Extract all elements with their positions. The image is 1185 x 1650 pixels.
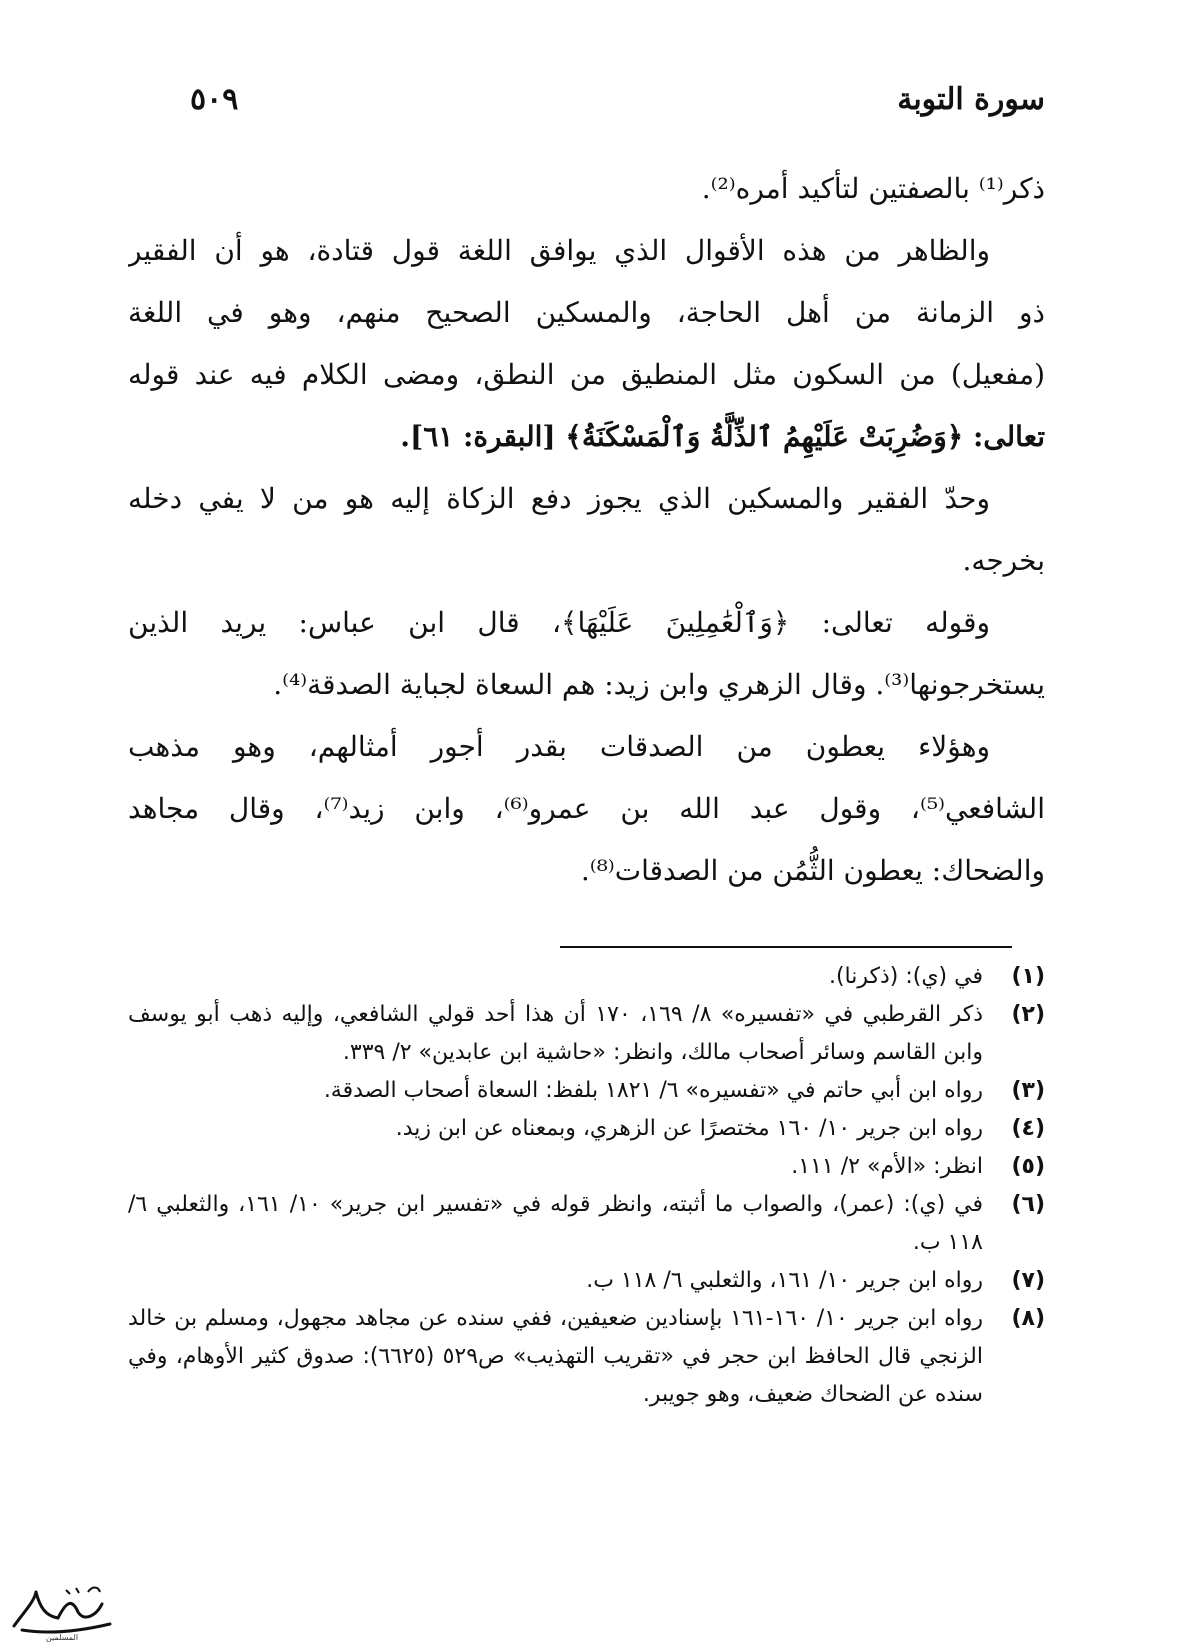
text-line: تعالى: ﴿وَضُرِبَتْ عَلَيْهِمُ ٱلذِّلَّةُ وَٱلْمَسْكَنَةُ﴾ [البقرة: ٦١]. — [400, 420, 1045, 453]
footnote-number: (٤) — [1011, 1116, 1045, 1141]
footnote-number: (٥) — [1011, 1154, 1045, 1179]
footnote — [128, 996, 1045, 1072]
text-line: ذكر⁽¹⁾ بالصفتين لتأكيد أمره⁽²⁾. — [701, 172, 1045, 205]
footnote-text: رواه ابن أبي حاتم في «تفسيره» ٦/ ١٨٢١ بلفظ: السعاة أصحاب الصدقة. — [323, 1078, 983, 1103]
footnote-text: رواه ابن جرير ١٠/ ١٦٠-١٦١ بإسنادين ضعيفين، ففي سنده عن مجاهد مجهول، ومسلم بن خالد الزنجي قال الحافظ ابن حجر في «تقريب التهذيب» ص٥٢٩ (٦٦٢٥): صدوق كثير الأوهام، وفي سنده عن الضحاك ضعيف، وهو جويبر. — [128, 1306, 983, 1407]
footnote — [128, 958, 1045, 996]
footnote-text: ذكر القرطبي في «تفسيره» ٨/ ١٦٩، ١٧٠ أن هذا أحد قولي الشافعي، وإليه ذهب أبو يوسف وابن القاسم وسائر أصحاب مالك، وانظر: «حاشية ابن عابدين» ٢/ ٣٣٩. — [128, 1002, 983, 1065]
footnote-text: في (ي): (ذكرنا). — [828, 964, 983, 989]
text-line: (مفعيل) من السكون مثل المنطيق من النطق، ومضى الكلام فيه عند قوله — [128, 358, 1045, 391]
footnotes — [128, 958, 1045, 1414]
text-line: يستخرجونها⁽³⁾. وقال الزهري وابن زيد: هم السعاة لجباية الصدقة⁽⁴⁾. — [273, 668, 1045, 701]
text-line: وقوله تعالى: ﴿وَٱلْعَٰمِلِينَ عَلَيْهَا﴾، قال ابن عباس: يريد الذين — [128, 606, 990, 639]
text-line: وهؤلاء يعطون من الصدقات بقدر أجور أمثالهم، وهو مذهب — [128, 730, 990, 763]
footnote — [128, 1262, 1045, 1300]
footnote-text: رواه ابن جرير ١٠/ ١٦٠ مختصرًا عن الزهري، وبمعناه عن ابن زيد. — [395, 1116, 983, 1141]
text-line: ذو الزمانة من أهل الحاجة، والمسكين الصحيح منهم، وهو في اللغة — [128, 296, 1045, 329]
page-header — [160, 82, 1045, 132]
footnote — [128, 1110, 1045, 1148]
footnote-text: في (ي): (عمر)، والصواب ما أثبته، وانظر قوله في «تفسير ابن جرير» ١٠/ ١٦١، والثعلبي ٦/ ١١٨ ب. — [128, 1192, 983, 1255]
text-line: والظاهر من هذه الأقوال الذي يوافق اللغة قول قتادة، هو أن الفقير — [128, 234, 990, 267]
page-number: ٥٠٩ — [190, 82, 239, 117]
footnote-number: (١) — [1011, 964, 1045, 989]
footnote-divider — [560, 946, 1012, 948]
footnote-text: رواه ابن جرير ١٠/ ١٦١، والثعلبي ٦/ ١١٨ ب. — [586, 1268, 983, 1293]
text-line: الشافعي⁽⁵⁾، وقول عبد الله بن عمرو⁽⁶⁾، وابن زيد⁽⁷⁾، وقال مجاهد — [128, 792, 1045, 825]
footnote-number: (٢) — [1011, 1002, 1045, 1027]
sura-title: سورة التوبة — [897, 82, 1045, 117]
footnote-number: (٧) — [1011, 1268, 1045, 1293]
footnote-text: انظر: «الأم» ٢/ ١١١. — [791, 1154, 983, 1179]
footnote — [128, 1148, 1045, 1186]
footnote-number: (٦) — [1011, 1192, 1045, 1217]
footnote-number: (٨) — [1011, 1306, 1045, 1331]
svg-text:المسلمين: المسلمين — [45, 1633, 79, 1642]
text-line: والضحاك: يعطون الثُّمُن من الصدقات⁽⁸⁾. — [580, 854, 1045, 887]
footnote — [128, 1300, 1045, 1414]
publisher-logo-icon — [6, 1582, 118, 1642]
footnote — [128, 1186, 1045, 1262]
footnote — [128, 1072, 1045, 1110]
main-text — [128, 158, 1045, 902]
text-line: وحدّ الفقير والمسكين الذي يجوز دفع الزكاة إليه هو من لا يفي دخله — [128, 482, 990, 515]
footnote-number: (٣) — [1011, 1078, 1045, 1103]
text-line: بخرجه. — [962, 544, 1045, 577]
